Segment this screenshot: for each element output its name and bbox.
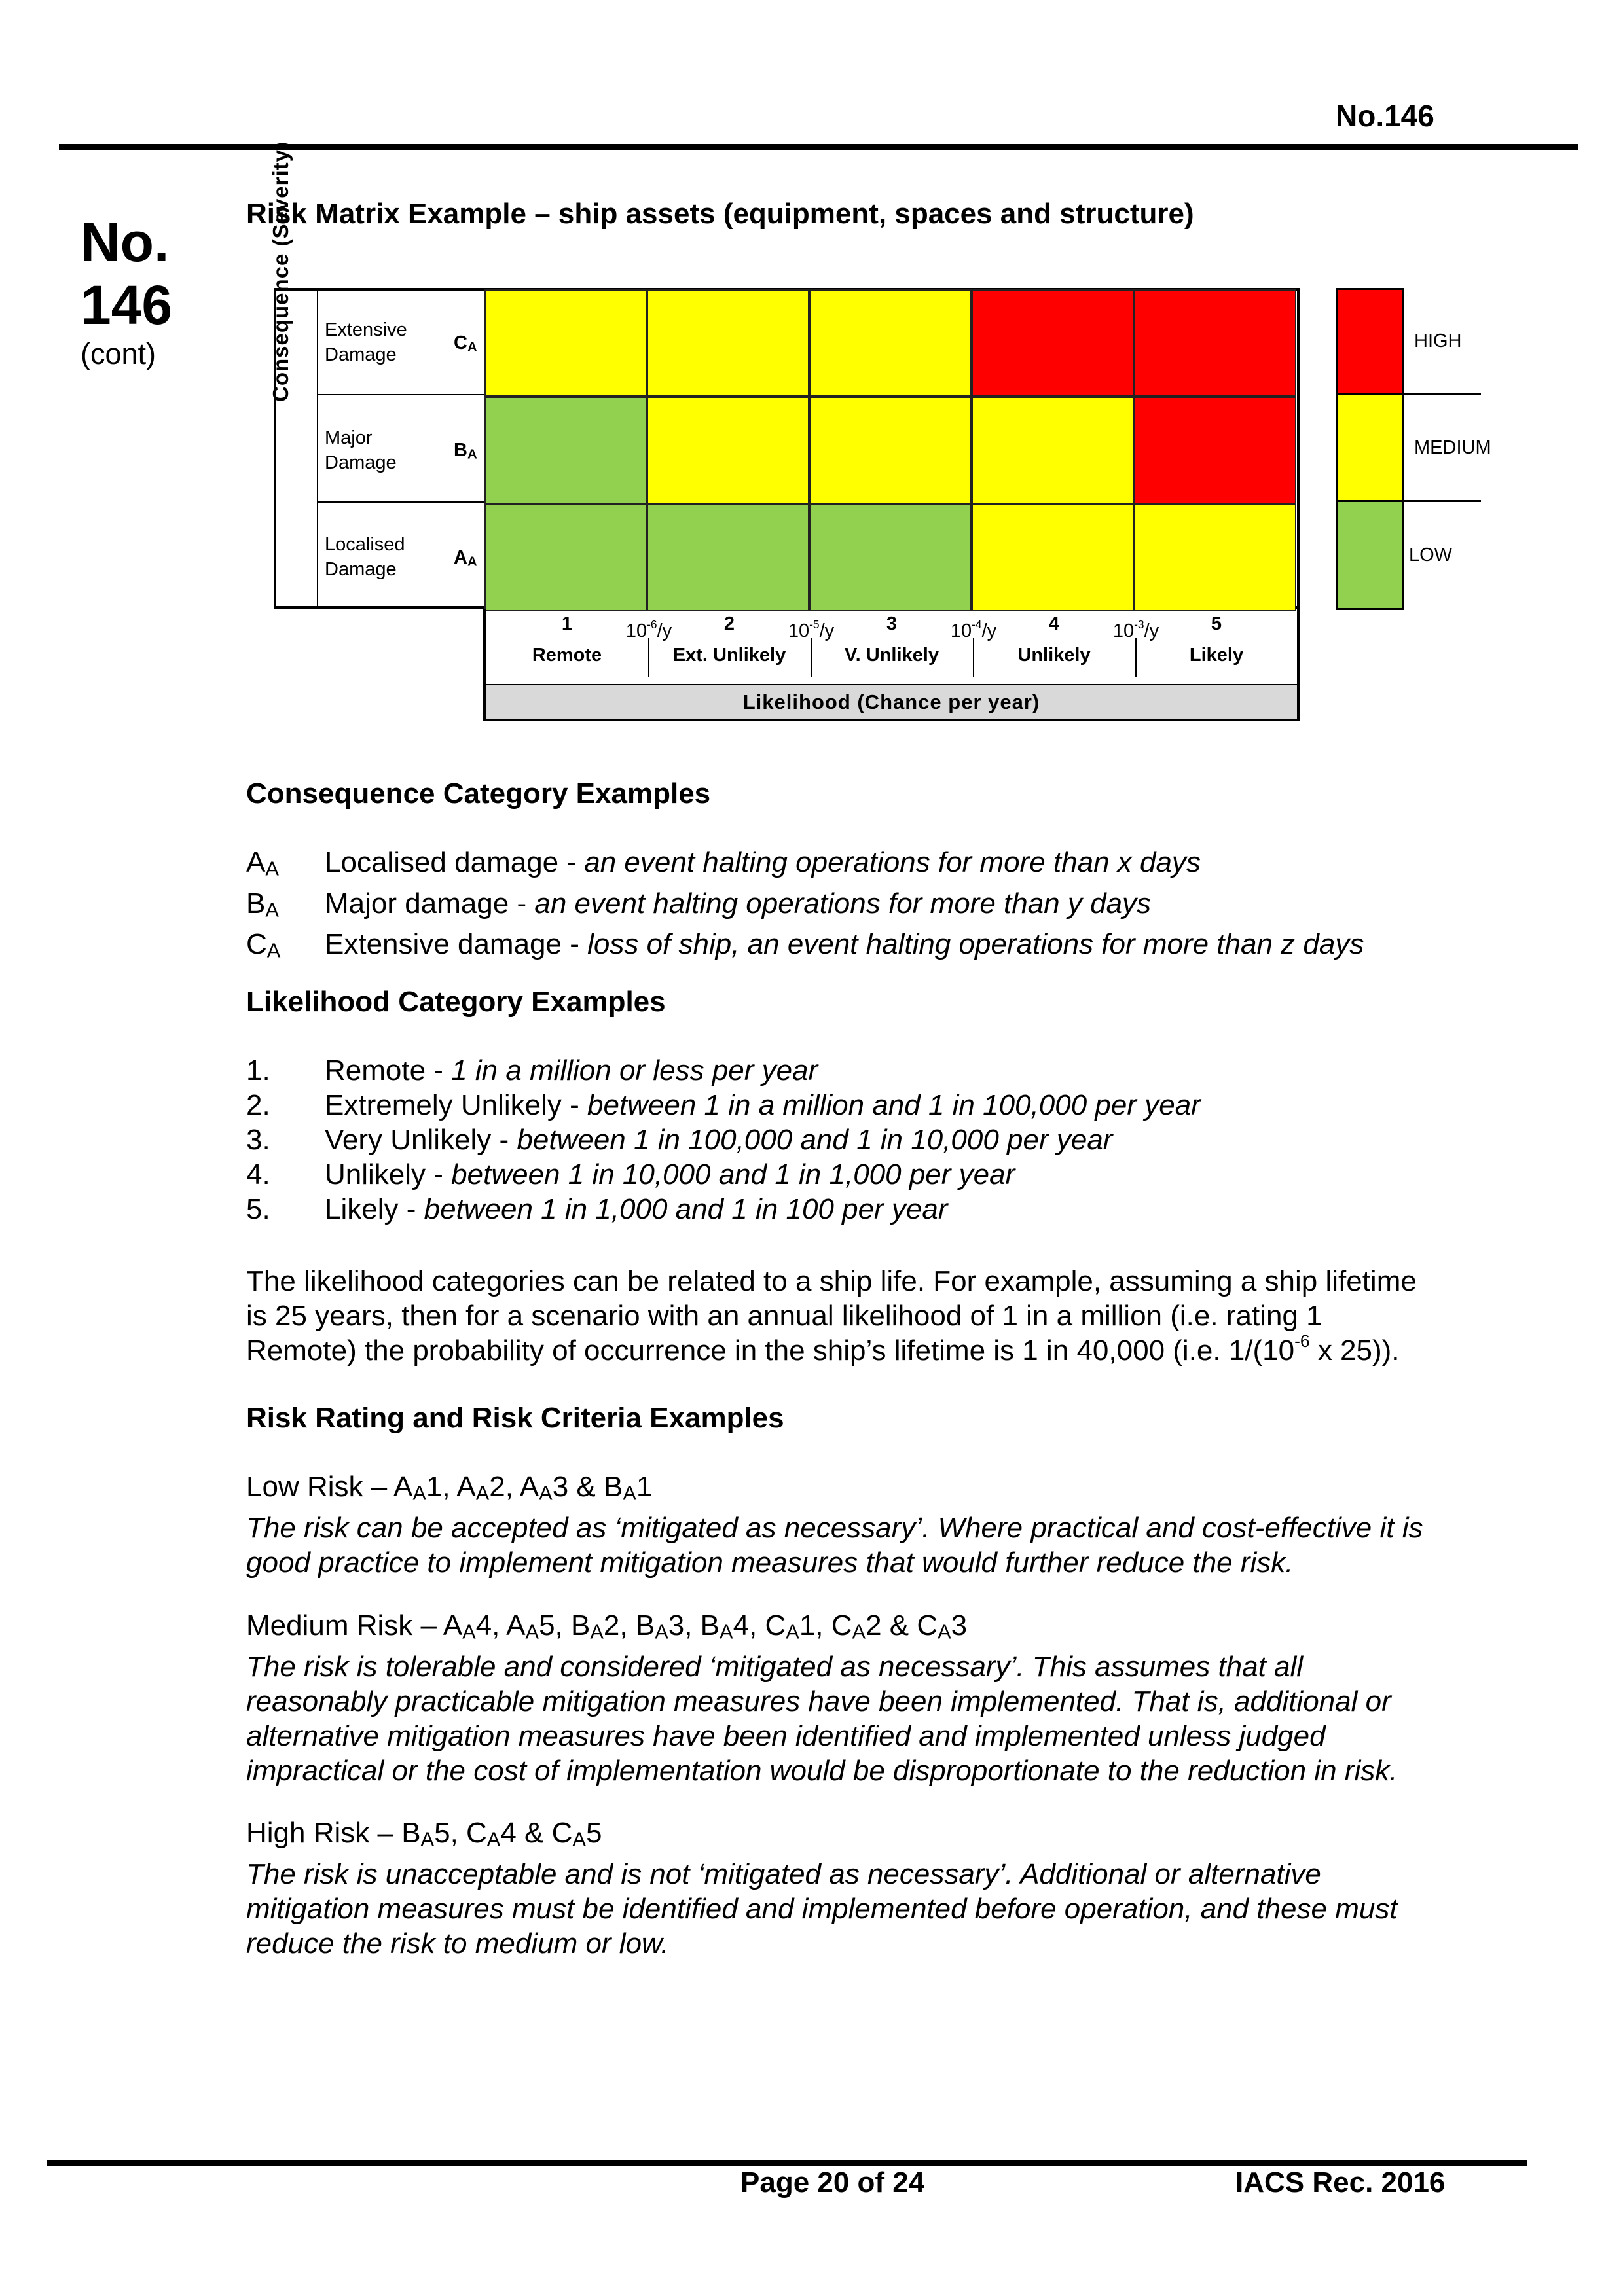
- row-code-c: $C_A$: [454, 332, 477, 355]
- risk-ref: $C_A2$ &: [831, 1609, 917, 1643]
- risk-cell-low: [809, 504, 972, 611]
- high-risk-label: High Risk – $B_A5$, $C_A4$ & $C_A5$: [246, 1817, 602, 1851]
- likelihood-heading: Likelihood Category Examples: [246, 986, 666, 1018]
- legend-swatch-low: [1336, 500, 1404, 610]
- legend-label-low: LOW: [1409, 545, 1453, 565]
- footer-doc-ref: IACS Rec. 2016: [1235, 2166, 1446, 2198]
- high-risk-block: High Risk – $B_A5$, $C_A4$ & $C_A5$ The risk is unacceptable and is not ‘mitigated as necessary’. Additional or alternative mitigation measures must be identified and implemented before operation, and these must reduce the risk to medium or low.: [246, 1817, 1398, 1960]
- row-code-b: $B_A$: [454, 440, 477, 462]
- risk-ref: $B_A5$,: [401, 1817, 467, 1851]
- risk-cell-medium: [1134, 504, 1296, 611]
- risk-cell-medium: [647, 397, 809, 504]
- axis-bar-divider: [486, 684, 1297, 685]
- medium-risk-label: Medium Risk – $A_A4$, $A_A5$, $B_A2$, $B_A3$, $B_A4$, $C_A1$, $C_A2$ & $C_A3$: [246, 1609, 968, 1643]
- risk-ref: $A_A1$,: [393, 1471, 457, 1505]
- category-number: 2: [723, 613, 735, 634]
- likelihood-axis-label: Likelihood (Chance per year): [742, 691, 1040, 713]
- risk-cell-low: [484, 504, 647, 611]
- risk-cell-medium: [484, 289, 647, 397]
- risk-ref: $B_A1$: [603, 1471, 653, 1505]
- row-desc-major: Major Damage: [325, 427, 397, 473]
- header-doc-number: No.146: [1336, 99, 1434, 133]
- risk-ref: $C_A1$,: [765, 1609, 831, 1643]
- risk-cell-low: [647, 504, 809, 611]
- row-divider: [318, 501, 484, 503]
- likelihood-list: [246, 1053, 1201, 1227]
- criteria-heading: Risk Rating and Risk Criteria Examples: [246, 1402, 784, 1434]
- risk-ref: $B_A4$,: [700, 1609, 765, 1643]
- severity-axis-label: Consequence (Severity): [268, 141, 293, 402]
- risk-ref: $A_A3$ &: [519, 1471, 604, 1505]
- category-number: 1: [561, 613, 573, 634]
- risk-ref: $A_A4$,: [443, 1609, 507, 1643]
- category-number: 5: [1211, 613, 1222, 634]
- rate-label: $10^{-6}/y$: [625, 617, 672, 641]
- risk-ref: $C_A3$: [917, 1609, 968, 1643]
- category-name: Likely: [1189, 645, 1244, 666]
- risk-cell-high: [1134, 397, 1296, 504]
- category-name: Remote: [532, 645, 602, 666]
- consequence-item: $B_A$ Major damage - an event halting operations for more than y days: [246, 887, 1152, 922]
- risk-ref: $B_A3$,: [635, 1609, 701, 1643]
- risk-cell-medium: [809, 289, 972, 397]
- likelihood-item: 1. Remote - 1 in a million or less per year: [246, 1054, 818, 1086]
- risk-cell-medium: [809, 397, 972, 504]
- side-number: [81, 211, 172, 336]
- row-code-a: $A_A$: [454, 547, 477, 569]
- rate-label: $10^{-3}/y$: [1112, 617, 1159, 641]
- risk-ref: $C_A4$ &: [466, 1817, 552, 1851]
- side-cont: (cont): [81, 337, 156, 370]
- risk-ref: $B_A2$,: [571, 1609, 636, 1643]
- consequence-heading: Consequence Category Examples: [246, 778, 711, 810]
- risk-ref: $C_A5$: [551, 1817, 602, 1851]
- category-name: Ext. Unlikely: [672, 645, 786, 666]
- legend-right-edge: [1402, 288, 1404, 610]
- likelihood-item: 3. Very Unlikely - between 1 in 100,000 and 1 in 10,000 per year: [246, 1124, 1113, 1156]
- category-name: Unlikely: [1017, 645, 1091, 666]
- severity-axis-divider: [317, 291, 318, 606]
- likelihood-item: 4. Unlikely - between 1 in 10,000 and 1 in 1,000 per year: [246, 1158, 1015, 1191]
- low-risk-label: Low Risk – $A_A1$, $A_A2$, $A_A3$ & $B_A1$: [246, 1471, 653, 1505]
- medium-risk-block: Medium Risk – $A_A4$, $A_A5$, $B_A2$, $B_A3$, $B_A4$, $C_A1$, $C_A2$ & $C_A3$ The risk is tolerable and considered ‘mitigated as necessary’. This assumes that all reasonably practicable mitigation measures have been implemented. That is, additional or alternative mitigation measures have been identified and implemented unless judged impractical or the cost of implementation would be disproportionate to the reduction in risk.: [246, 1609, 1398, 1787]
- footer-page-number: Page 20 of 24: [740, 2166, 925, 2198]
- risk-cell-high: [1134, 289, 1296, 397]
- legend-swatch-medium: [1336, 393, 1404, 502]
- legend-swatch-high: [1336, 288, 1404, 395]
- legend-divider: [1402, 500, 1481, 502]
- risk-cell-high: [972, 289, 1134, 397]
- risk-ref: $A_A5$,: [506, 1609, 571, 1643]
- risk-ref: $A_A2$,: [456, 1471, 520, 1505]
- rate-label: $10^{-5}/y$: [788, 617, 835, 641]
- rate-label: $10^{-4}/y$: [950, 617, 997, 641]
- risk-cell-medium: [972, 504, 1134, 611]
- side-number-line2: 146: [81, 274, 173, 336]
- row-desc-extensive: Extensive Damage: [325, 319, 407, 365]
- category-number: 3: [886, 613, 898, 634]
- likelihood-item: 5. Likely - between 1 in 1,000 and 1 in 100 per year: [246, 1193, 948, 1225]
- risk-cell-medium: [972, 397, 1134, 504]
- low-risk-block: Low Risk – $A_A1$, $A_A2$, $A_A3$ & $B_A1$ The risk can be accepted as ‘mitigated as necessary’. Where practical and cost-effective it is good practice to implement mitigation measures that would further reduce the risk.: [246, 1471, 1423, 1579]
- risk-cell-low: [484, 397, 647, 504]
- footer-rule: [47, 2160, 1527, 2166]
- consequence-list: [246, 845, 1364, 968]
- consequence-item: $A_A$ Localised damage - an event halting operations for more than x days: [246, 846, 1201, 880]
- legend-label-high: HIGH: [1414, 331, 1462, 351]
- legend-label-medium: MEDIUM: [1414, 437, 1491, 458]
- category-name: V. Unlikely: [844, 645, 939, 666]
- legend-divider: [1402, 393, 1481, 395]
- side-number-line1: No.: [81, 211, 170, 273]
- row-divider: [318, 394, 484, 395]
- ship-life-paragraph: The likelihood categories can be related to a ship life. For example, assuming a ship lifetime is 25 years, then for a scenario with an annual likelihood of 1 in a million (i.e. rating 1 Remote) the probability of occurrence in the ship’s lifetime is 1 in 40,000 (i.e. $1/(10^{-6}$ x 25)).: [246, 1265, 1417, 1367]
- consequence-item: $C_A$ Extensive damage - loss of ship, an event halting operations for more than z days: [246, 928, 1364, 962]
- likelihood-item: 2. Extremely Unlikely - between 1 in a million and 1 in 100,000 per year: [246, 1089, 1201, 1121]
- page-title: Risk Matrix Example – ship assets (equipment, spaces and structure): [246, 198, 1194, 230]
- row-desc-localised: Localised Damage: [325, 534, 405, 580]
- category-number: 4: [1048, 613, 1060, 634]
- risk-cell-medium: [647, 289, 809, 397]
